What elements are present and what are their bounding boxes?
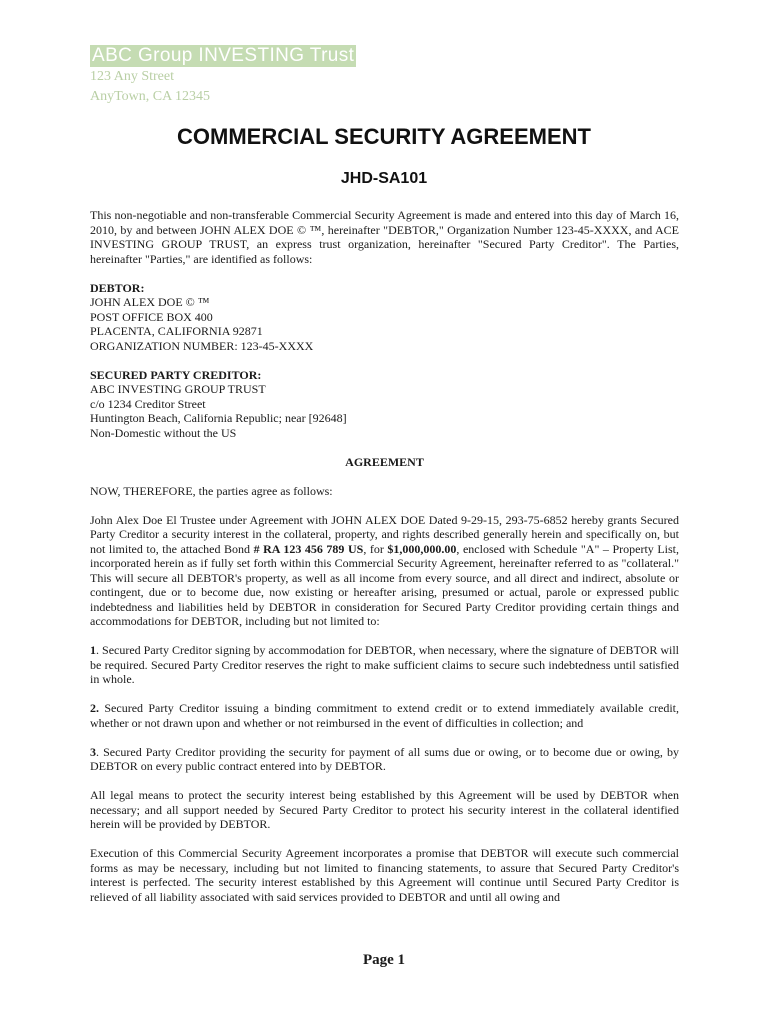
creditor-status: Non-Domestic without the US bbox=[90, 425, 237, 440]
debtor-name: JOHN ALEX DOE © ™ bbox=[90, 295, 210, 309]
creditor-block bbox=[90, 368, 679, 441]
item-text: Secured Party Creditor issuing a binding commitment to extend credit or to extend immediately available credit, whether or not drawn upon and whether or not reimbursed in the event of difficulties in collection; and bbox=[90, 701, 680, 730]
intro-paragraph: This non-negotiable and non-transferable Commercial Security Agreement is made and entered into this day of March 16, 2010, by and between JOHN ALEX DOE © ™, hereinafter "DEBTOR," Organization Number 123-45-XXXX, and ACE INVESTING GROUP TRUST, an express trust organization, hereinafter "Secured Party Creditor". The Parties, hereinafter "Parties," are identified as follows: bbox=[90, 208, 679, 266]
debtor-label: DEBTOR: bbox=[90, 280, 145, 295]
grant-paragraph bbox=[90, 513, 679, 629]
item-number: 1 bbox=[90, 643, 96, 657]
grant-text-1: John Alex Doe El Trustee under Agreement with JOHN ALEX DOE Dated 9-29-15, 293-75-6852 hereby grants Secured Party Creditor a security interest in the collateral, property, and rights described generally herein and specifically on, but not limited to, the attached Bond bbox=[90, 512, 679, 556]
letterhead bbox=[90, 45, 356, 107]
debtor-org-number: ORGANIZATION NUMBER: 123-45-XXXX bbox=[90, 338, 314, 353]
creditor-care-of: c/o 1234 Creditor Street bbox=[90, 396, 206, 411]
bond-number: # RA 123 456 789 US bbox=[253, 541, 364, 556]
item-separator: . bbox=[96, 643, 103, 657]
page-number: Page 1 bbox=[362, 952, 406, 968]
item-number: 3 bbox=[90, 744, 96, 759]
bond-amount: $1,000,000.00 bbox=[387, 541, 457, 556]
letterhead-street: 123 Any Street bbox=[90, 69, 174, 84]
execution-paragraph: Execution of this Commercial Security Agreement incorporates a promise that DEBTOR will execute such commercial forms as may be necessary, including but not limited to financing statements, to assure that Secured Party Creditor's interest is perfected. The security interest established by this Agreement will continue until Secured Party Creditor is relieved of all liability associated with said services provided to DEBTOR and until all owing and bbox=[90, 846, 679, 904]
list-item bbox=[90, 701, 679, 730]
list-item bbox=[90, 643, 679, 687]
item-number: 2. bbox=[90, 701, 99, 715]
creditor-name: ABC INVESTING GROUP TRUST bbox=[90, 382, 266, 396]
item-separator: . bbox=[96, 744, 104, 759]
list-item bbox=[90, 745, 679, 774]
grant-text-2: , for bbox=[363, 541, 388, 556]
now-therefore-paragraph: NOW, THEREFORE, the parties agree as follows: bbox=[90, 483, 333, 498]
legal-means-paragraph: All legal means to protect the security interest being established by this Agreement will be used by DEBTOR when necessary; and all support needed by Secured Party Creditor to protect his security interest in the collateral identified herein will be provided by DEBTOR. bbox=[90, 788, 679, 831]
grant-text-3: , enclosed with Schedule "A" – Property List, incorporated herein as if fully set forth within this Commercial Security Agreement, hereinafter referred to as "collateral." This will secure all DEBTOR's property, as well as all income from every source, and all direct and indirect, absolute or contingent, due or to become due, now existing or hereafter arising, presumed or actual, parole or expressed public indebtedness and liabilities held by DEBTOR in consideration for Secured Party Creditor providing certain things and accommodations for DEBTOR, including but not limited to: bbox=[90, 541, 679, 628]
debtor-po-box: POST OFFICE BOX 400 bbox=[90, 309, 213, 324]
debtor-block bbox=[90, 281, 679, 354]
company-name: ABC Group INVESTING Trust bbox=[92, 45, 355, 66]
item-text: Secured Party Creditor signing by accommodation for DEBTOR, when necessary, where the signature of DEBTOR will be required. Secured Party Creditor reserves the right to make sufficient claims to secure such indebtedness until satisfied in whole. bbox=[90, 643, 680, 686]
creditor-label: SECURED PARTY CREDITOR: bbox=[90, 367, 262, 382]
document-code: JHD-SA101 bbox=[340, 170, 428, 187]
item-text: Secured Party Creditor providing the security for payment of all sums due or owing, or to become due or owing, by DEBTOR on every public contract entered into by DEBTOR. bbox=[90, 744, 680, 773]
document-title: COMMERCIAL SECURITY AGREEMENT bbox=[177, 124, 591, 149]
creditor-location: Huntington Beach, California Republic; near [92648] bbox=[90, 411, 347, 425]
agreement-heading: AGREEMENT bbox=[345, 454, 424, 469]
debtor-city: PLACENTA, CALIFORNIA 92871 bbox=[90, 324, 263, 338]
letterhead-city: AnyTown, CA 12345 bbox=[90, 89, 210, 104]
document-body bbox=[90, 208, 679, 919]
